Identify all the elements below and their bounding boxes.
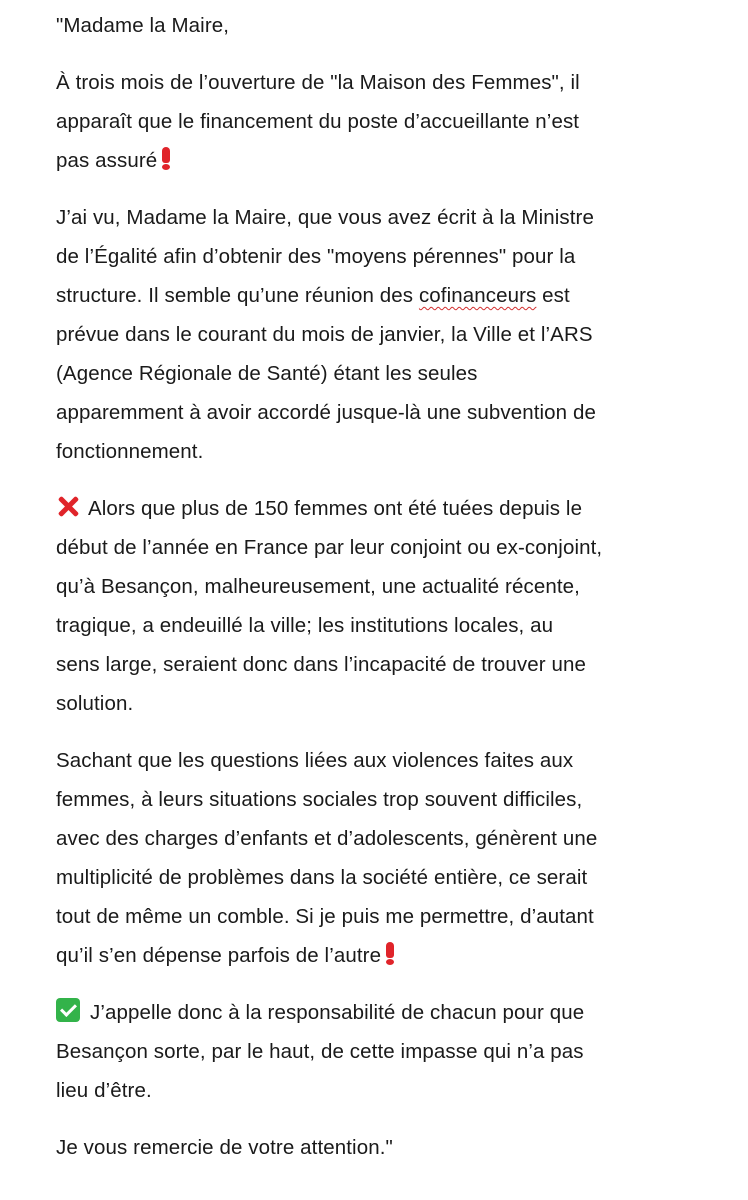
text-line: sens large, seraient donc dans l’incapacité de trouver une xyxy=(56,653,587,676)
text-segment: structure. Il semble qu’une réunion des xyxy=(56,284,419,307)
text-line-with-icon xyxy=(56,993,736,1032)
text-line: Sachant que les questions liées aux violences faites aux xyxy=(56,749,574,772)
closing-line: Je vous remercie de votre attention." xyxy=(56,1136,393,1159)
text-line: solution. xyxy=(56,692,134,715)
closing-paragraph xyxy=(56,1128,736,1167)
text-line: fonctionnement. xyxy=(56,440,204,463)
red-cross-icon xyxy=(56,494,80,518)
salutation-paragraph xyxy=(56,6,736,45)
text-line: Besançon sorte, par le haut, de cette impasse qui n’a pas xyxy=(56,1040,584,1063)
text-line-with-icon xyxy=(56,936,736,975)
text-line xyxy=(56,276,736,315)
text-segment: J’appelle donc à la responsabilité de chacun pour que xyxy=(90,1001,585,1024)
text-line: À trois mois de l’ouverture de "la Maison des Femmes", il xyxy=(56,71,580,94)
misspelled-word: cofinanceurs xyxy=(418,284,537,307)
text-line: de l’Égalité afin d’obtenir des "moyens pérennes" pour la xyxy=(56,245,576,268)
text-line: lieu d’être. xyxy=(56,1079,152,1102)
text-segment: pas assuré xyxy=(56,149,158,172)
text-line: apparemment à avoir accordé jusque-là une subvention de xyxy=(56,401,596,424)
text-segment: qu’il s’en dépense parfois de l’autre xyxy=(56,944,382,967)
salutation-line: "Madame la Maire, xyxy=(56,14,230,37)
red-exclamation-icon xyxy=(385,942,395,965)
text-line-with-icon xyxy=(56,141,736,180)
text-line: prévue dans le courant du mois de janvier, la Ville et l’ARS xyxy=(56,323,593,346)
text-line: qu’à Besançon, malheureusement, une actualité récente, xyxy=(56,575,580,598)
red-exclamation-icon xyxy=(161,147,171,170)
green-check-icon xyxy=(56,998,80,1022)
text-line: avec des charges d’enfants et d’adolescents, génèrent une xyxy=(56,827,598,850)
opening-paragraph xyxy=(56,63,736,180)
text-line: femmes, à leurs situations sociales trop souvent difficiles, xyxy=(56,788,583,811)
social-issues-paragraph xyxy=(56,741,736,975)
appeal-paragraph xyxy=(56,993,736,1110)
text-segment: Alors que plus de 150 femmes ont été tuées depuis le xyxy=(88,497,583,520)
text-line: tout de même un comble. Si je puis me permettre, d’autant xyxy=(56,905,594,928)
text-line: début de l’année en France par leur conjoint ou ex-conjoint, xyxy=(56,536,603,559)
letter-body xyxy=(56,6,736,1185)
text-line: (Agence Régionale de Santé) étant les seules xyxy=(56,362,478,385)
text-line-with-icon xyxy=(56,489,736,528)
ministry-paragraph xyxy=(56,198,736,471)
text-line: tragique, a endeuillé la ville; les institutions locales, au xyxy=(56,614,554,637)
text-line: apparaît que le financement du poste d’accueillante n’est xyxy=(56,110,580,133)
text-segment: est xyxy=(536,284,570,307)
text-line: multiplicité de problèmes dans la société entière, ce serait xyxy=(56,866,588,889)
text-line: J’ai vu, Madame la Maire, que vous avez écrit à la Ministre xyxy=(56,206,594,229)
violence-paragraph xyxy=(56,489,736,723)
